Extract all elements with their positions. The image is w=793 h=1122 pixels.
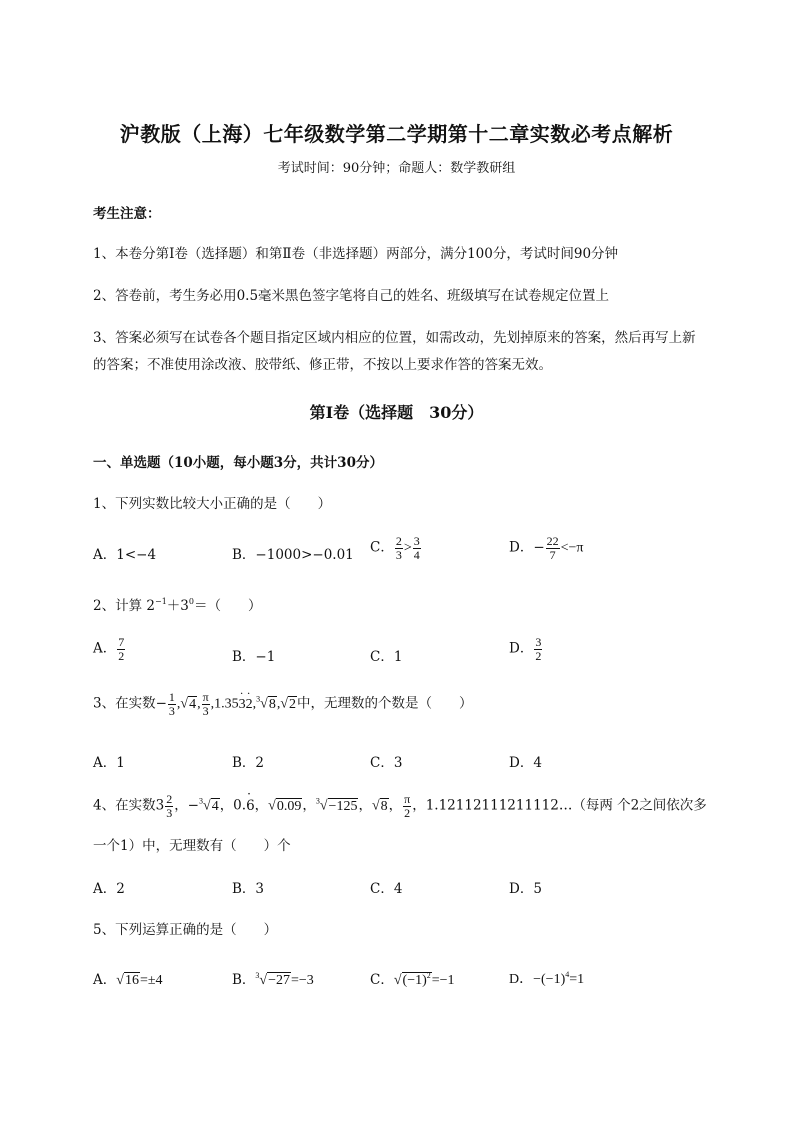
repeating-digit: · 3: [239, 697, 246, 712]
stem-text: 2、计算 2: [93, 598, 155, 614]
q4-option-b: B．3: [232, 881, 265, 897]
numerator: 2: [395, 534, 402, 548]
denominator: 3: [166, 805, 173, 820]
stem-text: ＝（ ）: [193, 598, 262, 614]
notice-item-3: 3、答案必须写在试卷各个题目指定区域内相应的位置，如需改动，先划掉原来的答案，然后再写上新: [93, 330, 696, 346]
fraction: [395, 535, 403, 561]
numerator: 3: [413, 534, 420, 548]
q5-option-d: [509, 968, 584, 988]
notice-item-3-cont: 的答案；不准使用涂改液、胶带纸、修正带，不按以上要求作答的答案无效。: [93, 357, 552, 373]
separator: ,: [197, 696, 201, 712]
decimal-part: ,1.35: [210, 696, 239, 712]
separator: ，: [254, 797, 269, 814]
numerator: 2: [166, 792, 173, 806]
numerator: π: [404, 792, 411, 806]
option-label: A．: [93, 972, 117, 988]
sqrt-symbol: √: [260, 696, 268, 712]
q4-option-a: A．2: [93, 881, 125, 897]
exponent: 2: [426, 971, 431, 980]
question-5-stem: 5、下列运算正确的是（ ）: [93, 922, 278, 938]
separator: ，0.: [219, 797, 247, 814]
radicand: 8: [268, 696, 276, 712]
radicand-group: [402, 972, 432, 988]
numerator: 22: [546, 534, 559, 548]
question-4-stem: [93, 793, 707, 819]
part-heading: 一、单选题（10小题，每小题3分，共计30分）: [93, 455, 383, 471]
option-label: D．: [509, 640, 534, 657]
fraction: [165, 793, 173, 819]
q4-option-d: D．5: [509, 881, 542, 897]
q3-option-b: B．2: [232, 755, 265, 771]
sqrt-symbol: √: [116, 973, 124, 988]
fraction: [117, 636, 125, 662]
q4-option-c: C．4: [370, 881, 403, 897]
q3-option-d: D．4: [509, 755, 542, 771]
root-index: 3: [315, 796, 320, 806]
q5-option-b: [232, 968, 314, 989]
denominator: 2: [404, 805, 411, 820]
option-tail: =±4: [139, 973, 163, 988]
numerator: π: [202, 690, 209, 704]
fraction: [534, 636, 542, 662]
q5-option-a: [93, 968, 163, 989]
operator: >: [403, 540, 412, 556]
sqrt-symbol: √: [259, 973, 268, 988]
denominator: 3: [202, 703, 209, 718]
option-tail: =1: [569, 972, 585, 987]
numerator: 3: [535, 635, 542, 649]
separator: ,: [276, 696, 281, 712]
stem-text: 中，无理数的个数是（ ）: [297, 695, 473, 712]
sqrt-symbol: √: [203, 798, 211, 814]
numerator: 1: [168, 690, 175, 704]
exponent: −1: [154, 597, 167, 606]
radicand: −125: [328, 798, 358, 814]
radicand: 0.09: [276, 798, 302, 814]
q2-option-a: [93, 636, 126, 662]
separator: ，: [302, 797, 316, 814]
separator: ,: [252, 696, 257, 712]
denominator: 2: [118, 648, 125, 663]
repeating-digit: · 6: [246, 798, 255, 814]
q3-option-c: C．3: [370, 755, 403, 771]
option-label: D．−: [509, 539, 545, 556]
question-3-stem: [93, 691, 473, 717]
sqrt-symbol: √: [319, 798, 328, 814]
radicand: −27: [268, 973, 291, 988]
notice-heading: 考生注意：: [93, 206, 161, 222]
q5-option-c: [370, 968, 455, 989]
q1-option-c: [370, 535, 422, 561]
section-title: 第I卷（选择题 30分）: [309, 403, 484, 422]
radicand: 16: [124, 973, 139, 988]
separator: ，: [388, 797, 403, 814]
option-label: B．: [232, 972, 256, 988]
q2-option-c: C．1: [370, 649, 403, 665]
fraction: [202, 691, 210, 717]
sqrt-symbol: √: [371, 798, 380, 814]
exponent: 0: [188, 597, 194, 606]
denominator: 4: [413, 547, 420, 562]
stem-text: ＋3: [166, 598, 189, 614]
q1-option-d: [509, 535, 584, 561]
denominator: 2: [535, 648, 542, 663]
separator: ，−: [174, 797, 199, 814]
question-2-stem: [93, 594, 261, 614]
option-label: D．−(−1): [509, 972, 566, 987]
stem-text: ，1.12112111211112…（每两 个2之间依次多: [412, 797, 707, 814]
separator: ,: [176, 696, 181, 712]
document-title: 沪教版（上海）七年级数学第二学期第十二章实数必考点解析: [119, 122, 674, 146]
denominator: 3: [395, 547, 402, 562]
sqrt-symbol: √: [280, 696, 289, 712]
option-label: C．: [370, 972, 394, 988]
option-tail: <−π: [560, 540, 584, 556]
fraction: [413, 535, 421, 561]
q2-option-d: [509, 636, 543, 662]
repeating-digit: · 2: [246, 697, 253, 712]
option-label: A．: [93, 640, 117, 657]
option-label: C．: [370, 539, 394, 556]
notice-item-1: 1、本卷分第I卷（选择题）和第Ⅱ卷（非选择题）两部分，满分100分，考试时间90分钟: [93, 246, 619, 262]
q3-option-a: A．1: [93, 755, 125, 771]
sqrt-symbol: √: [180, 696, 189, 712]
radicand: 4: [189, 696, 197, 712]
sqrt-symbol: √: [268, 798, 276, 814]
notice-item-2: 2、答卷前，考生务必用0.5毫米黑色签字笔将自己的姓名、班级填写在试卷规定位置上: [93, 288, 610, 304]
radicand: 4: [211, 798, 219, 814]
fraction: [546, 535, 560, 561]
option-tail: =−3: [291, 973, 314, 988]
numerator: 7: [118, 635, 125, 649]
question-1-stem: 1、下列实数比较大小正确的是（ ）: [93, 496, 332, 512]
denominator: 7: [549, 547, 556, 562]
radicand: (−1): [402, 973, 427, 988]
sqrt-symbol: √: [393, 973, 402, 988]
option-tail: =−1: [431, 973, 455, 988]
q2-option-b: B．−1: [232, 649, 276, 665]
question-4-stem-cont: 一个1）中，无理数有（ ）个: [93, 838, 291, 854]
q1-option-b: B．−1000>−0.01: [232, 547, 354, 563]
exponent: 4: [565, 970, 570, 979]
root-index: 3: [199, 796, 203, 806]
exam-info: 考试时间：90分钟；命题人：数学教研组: [277, 161, 516, 176]
root-index: 3: [256, 694, 261, 704]
stem-text: 4、在实数3: [93, 797, 165, 814]
stem-text: 3、在实数−: [93, 695, 167, 712]
denominator: 3: [168, 703, 175, 718]
fraction: [168, 691, 176, 717]
separator: ，: [358, 797, 372, 814]
root-index: 3: [255, 971, 260, 980]
q1-option-a: A．1<−4: [93, 547, 157, 563]
fraction: [403, 793, 411, 819]
radicand: 2: [289, 696, 297, 712]
radicand: 8: [380, 798, 388, 814]
